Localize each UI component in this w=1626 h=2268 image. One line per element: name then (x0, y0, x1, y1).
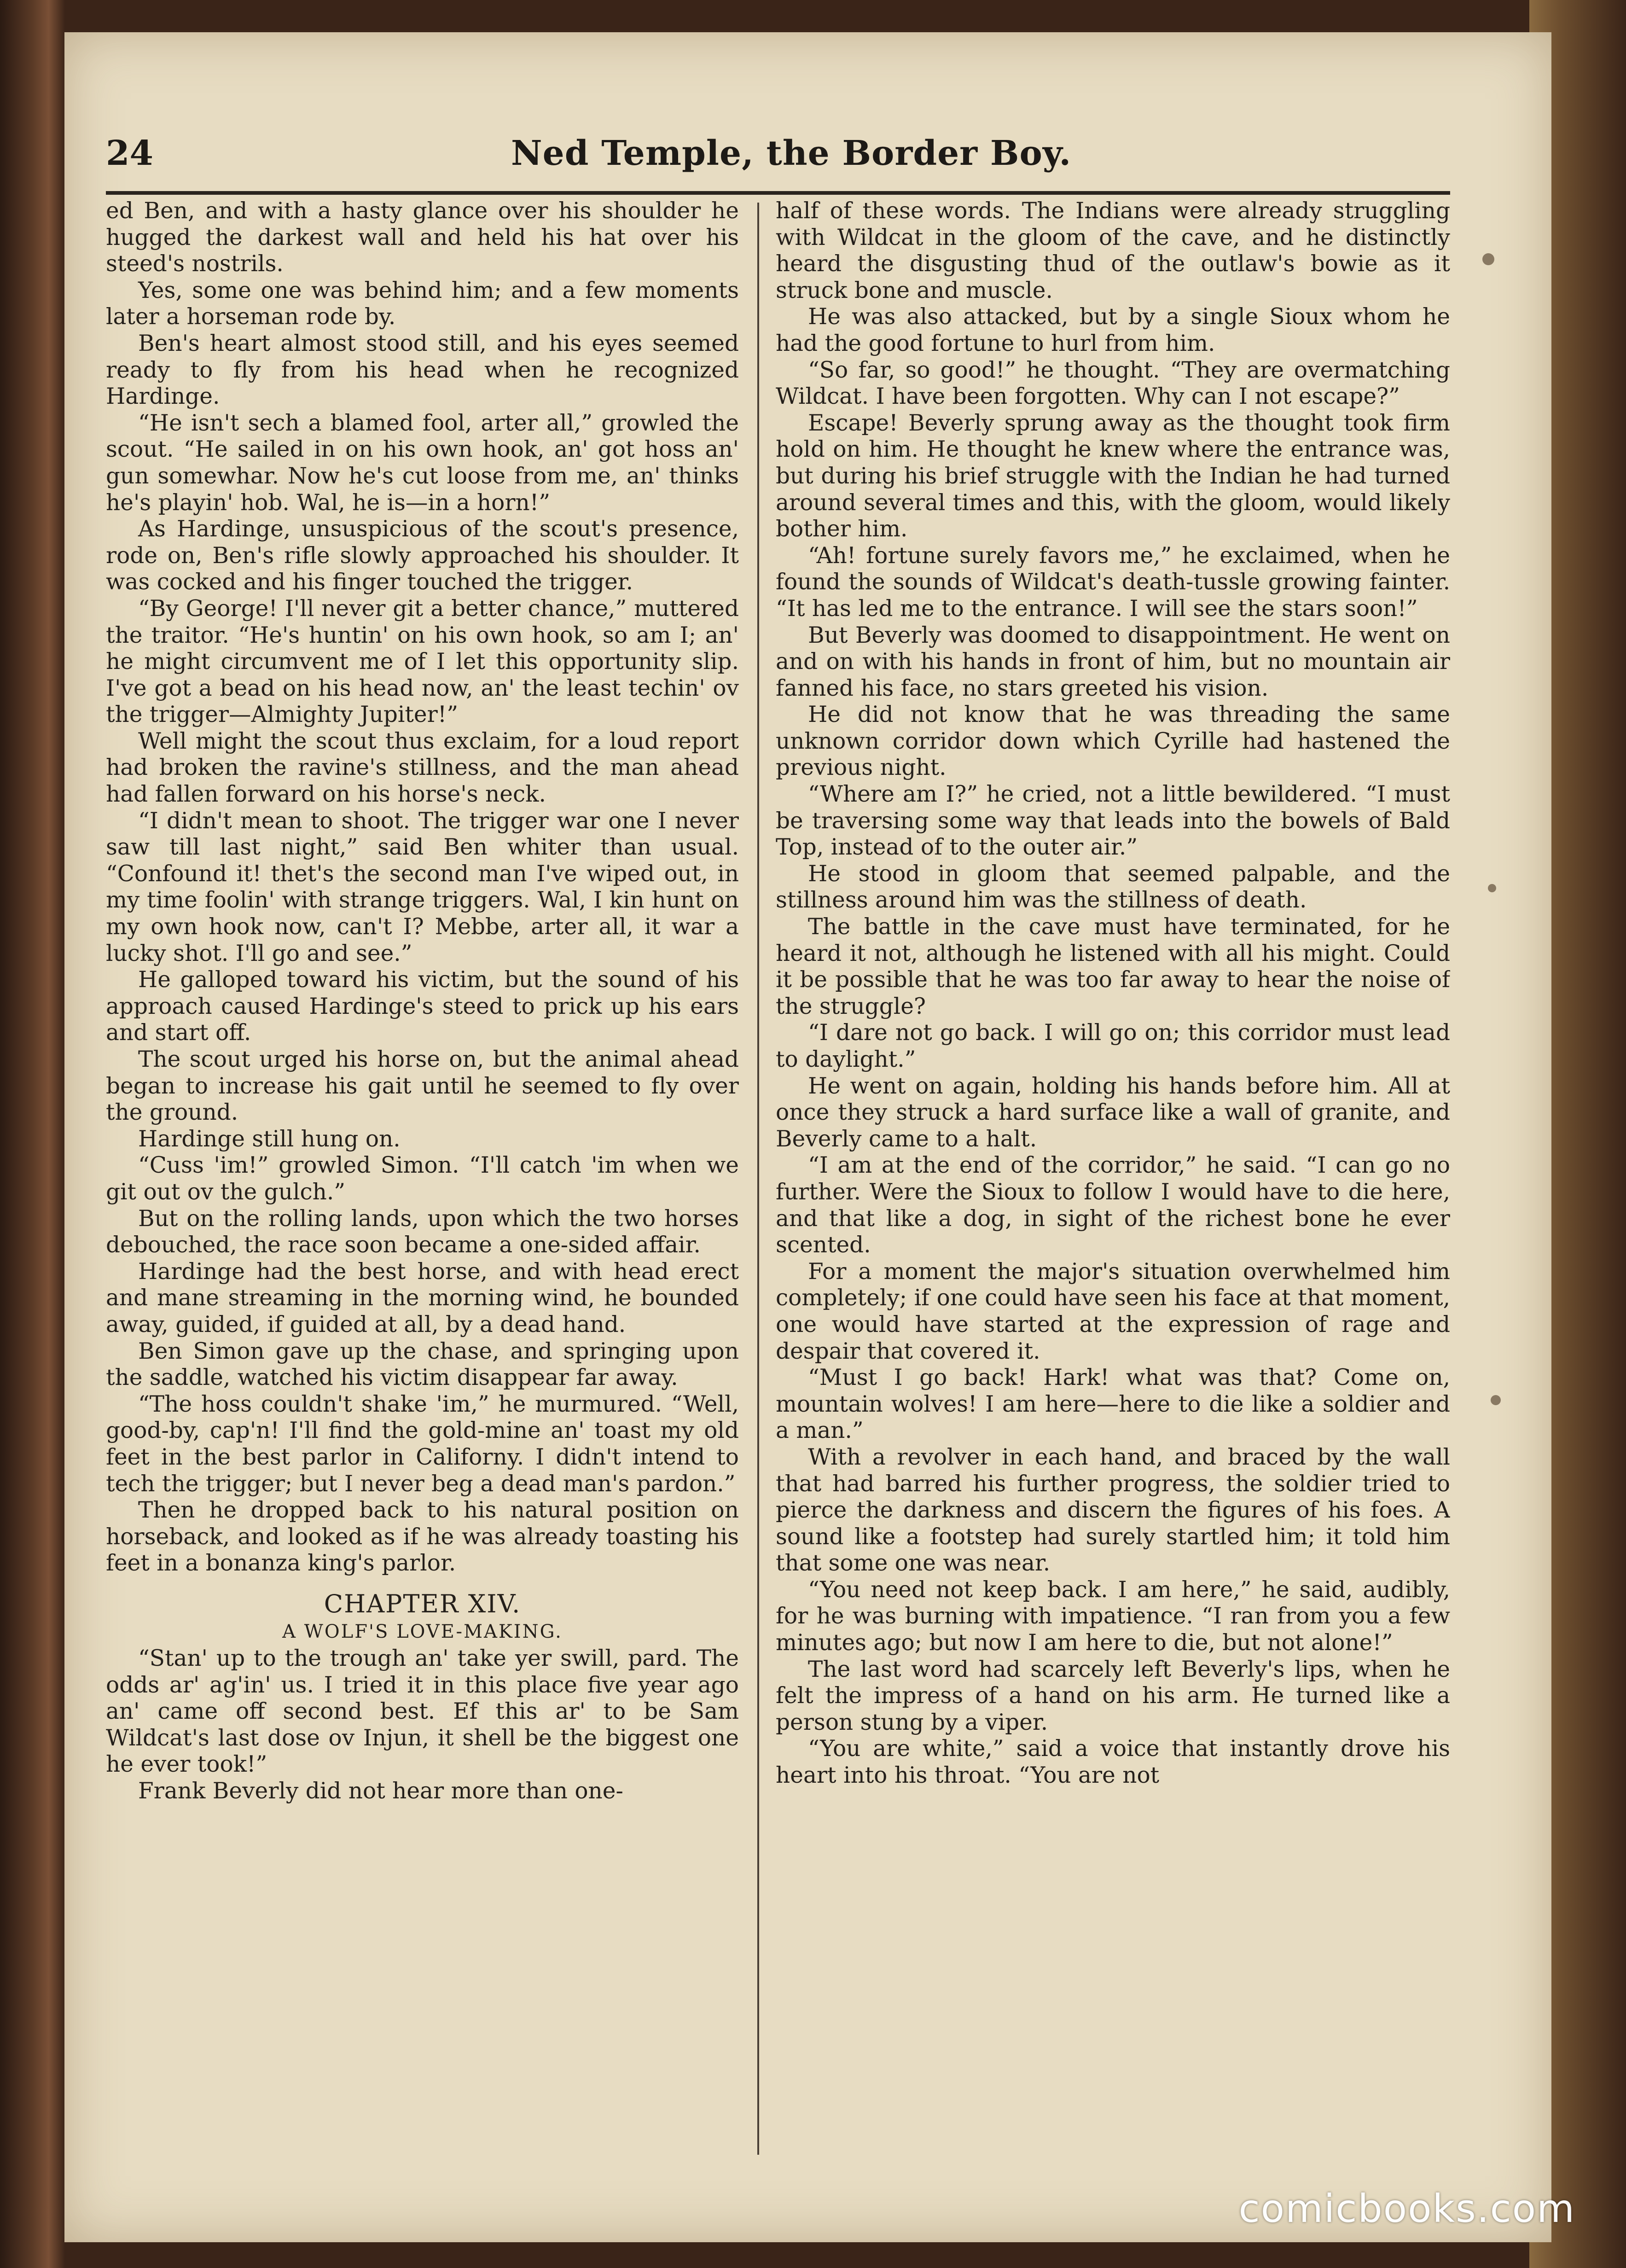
paragraph: “I dare not go back. I will go on; this corridor must lead to daylight.” (776, 1020, 1450, 1072)
paragraph: Frank Beverly did not hear more than one- (138, 1778, 623, 1804)
page-wear-mark (1491, 1395, 1501, 1405)
paragraph: Ben's heart almost stood still, and his eyes seemed ready to fly from his head when he recognized Hardinge. (106, 330, 739, 410)
paragraph: But Beverly was doomed to disappointment. He went on and on with his hands in front of him, but no mountain air fanned his face, no stars greeted his vision. (776, 622, 1450, 701)
running-title: Ned Temple, the Border Boy. (511, 134, 1072, 173)
paragraph: He galloped toward his victim, but the sound of his approach caused Hardinge's steed to prick up his ears and start off. (106, 967, 739, 1046)
paragraph: ed Ben, and with a hasty glance over his shoulder he hugged the darkest wall and held his hat over his steed's nostrils. (106, 198, 739, 277)
chapter-title: CHAPTER XIV. (324, 1589, 521, 1618)
paragraph: “Must I go back! Hark! what was that? Come on, mountain wolves! I am here—here to die like a soldier and a man.” (776, 1365, 1450, 1444)
paragraph: He did not know that he was threading the same unknown corridor down which Cyrille had hastened the previous night. (776, 702, 1450, 781)
left-column (106, 198, 739, 2169)
page-wear-mark (1488, 884, 1496, 892)
paragraph: He stood in gloom that seemed palpable, and the stillness around him was the stillness of death. (776, 861, 1450, 913)
paragraph: For a moment the major's situation overwhelmed him completely; if one could have seen his face at that moment, one would have started at the expression of rage and despair that covered it. (776, 1258, 1450, 1364)
paragraph: half of these words. The Indians were already struggling with Wildcat in the gloom of the cave, and he distinctly heard the disgusting thud of the outlaw's bowie as it struck bone and muscle. (776, 198, 1450, 303)
paragraph: “The hoss couldn't shake 'im,” he murmured. “Well, good-by, cap'n! I'll find the gold-mine an' toast my old feet in the best parlor in Californy. I didn't intend to tech the trigger; but I never beg a dead man's pardon.” (106, 1391, 739, 1497)
paragraph: The scout urged his horse on, but the animal ahead began to increase his gait until he seemed to fly over the ground. (106, 1047, 739, 1126)
paragraph: Escape! Beverly sprung away as the thought took firm hold on him. He thought he knew where the entrance was, but during his brief struggle with the Indian he had turned around several times and this, with the gloom, would likely bother him. (776, 410, 1450, 542)
watermark-text: comicbooks.com (1238, 2186, 1575, 2231)
column-divider (757, 203, 759, 2155)
chapter-subtitle: A WOLF'S LOVE-MAKING. (282, 1621, 563, 1643)
paragraph: Yes, some one was behind him; and a few moments later a horseman rode by. (106, 277, 739, 330)
paragraph: “You need not keep back. I am here,” he said, audibly, for he was burning with impatience. “I ran from you a few minutes ago; but now I am here to die, but not alone!” (776, 1576, 1450, 1656)
paragraph: “Ah! fortune surely favors me,” he exclaimed, when he found the sounds of Wildcat's death-tussle growing fainter. “It has led me to the entrance. I will see the stars soon!” (776, 542, 1450, 622)
paragraph: “Where am I?” he cried, not a little bewildered. “I must be traversing some way that leads into the bowels of Bald Top, instead of to the outer air.” (776, 781, 1450, 861)
paragraph: “I am at the end of the corridor,” he said. “I can go no further. Were the Sioux to follow I would have to die here, and that like a dog, in sight of the richest bone he ever scented. (776, 1152, 1450, 1258)
paragraph: “By George! I'll never git a better chance,” muttered the traitor. “He's huntin' on his own hook, so am I; an' he might circumvent me of I let this opportunity slip. I've got a bead on his head now, an' the least techin' ov the trigger—Almighty Jupiter!” (106, 595, 739, 728)
paragraph: Ben Simon gave up the chase, and springing upon the saddle, watched his victim disappear far away. (106, 1338, 739, 1391)
page-number: 24 (106, 134, 153, 173)
paragraph: Well might the scout thus exclaim, for a loud report had broken the ravine's stillness, and the man ahead had fallen forward on his horse's neck. (106, 728, 739, 808)
paragraph: He was also attacked, but by a single Sioux whom he had the good fortune to hurl from him. (776, 304, 1450, 356)
paragraph: As Hardinge, unsuspicious of the scout's presence, rode on, Ben's rifle slowly approached his shoulder. It was cocked and his finger touched the trigger. (106, 516, 739, 595)
paragraph: Then he dropped back to his natural position on horseback, and looked as if he was already toasting his feet in a bonanza king's parlor. (106, 1497, 739, 1576)
right-column (776, 198, 1450, 2169)
page-header (106, 124, 1450, 189)
paragraph: With a revolver in each hand, and braced by the wall that had barred his further progress, the soldier tried to pierce the darkness and discern the figures of his foes. A sound like a footstep had surely startled him; it told him that some one was near. (776, 1444, 1450, 1576)
page-wear-mark (1482, 253, 1494, 265)
paragraph: He went on again, holding his hands before him. All at once they struck a hard surface like a wall of granite, and Beverly came to a halt. (776, 1073, 1450, 1152)
paragraph: “Stan' up to the trough an' take yer swill, pard. The odds ar' ag'in' us. I tried it in this place five year ago an' came off second best. Ef this ar' to be Sam Wildcat's last dose ov Injun, it shell be the biggest one he ever took!” (106, 1646, 739, 1778)
paragraph: “Cuss 'im!” growled Simon. “I'll catch 'im when we git out ov the gulch.” (106, 1152, 739, 1205)
header-rule (106, 191, 1450, 195)
paragraph: Hardinge had the best horse, and with head erect and mane streaming in the morning wind, he bounded away, guided, if guided at all, by a dead hand. (106, 1258, 739, 1338)
paragraph: But on the rolling lands, upon which the two horses debouched, the race soon became a one-sided affair. (106, 1205, 739, 1258)
paragraph: “You are white,” said a voice that instantly drove his heart into his throat. “You are not (776, 1736, 1450, 1789)
paragraph: The last word had scarcely left Beverly's lips, when he felt the impress of a hand on his arm. He turned like a person stung by a viper. (776, 1656, 1450, 1735)
paragraph: Hardinge still hung on. (138, 1126, 401, 1152)
paragraph: The battle in the cave must have terminated, for he heard it not, although he listened with all his might. Could it be possible that he was too far away to hear the noise of the struggle? (776, 914, 1450, 1019)
paragraph: “So far, so good!” he thought. “They are overmatching Wildcat. I have been forgotten. Why can I not escape?” (776, 357, 1450, 410)
paragraph: “I didn't mean to shoot. The trigger war one I never saw till last night,” said Ben whiter than usual. “Confound it! thet's the second man I've wiped out, in my time foolin' with strange triggers. Wal, I kin hunt on my own hook now, can't I? Mebbe, arter all, it war a lucky shot. I'll go and see.” (106, 808, 739, 966)
paragraph: “He isn't sech a blamed fool, arter all,” growled the scout. “He sailed in on his own hook, an' got hoss an' gun somewhar. Now he's cut loose from me, an' thinks he's playin' hob. Wal, he is—in a horn!” (106, 410, 739, 516)
